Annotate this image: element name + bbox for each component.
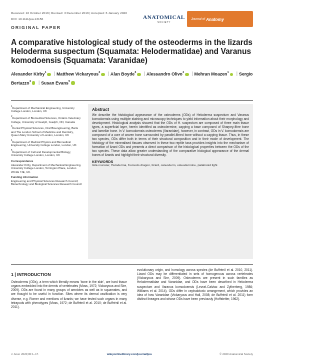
affiliation-entry [11, 160, 82, 174]
author-name[interactable]: Alan Boyde [110, 71, 135, 77]
author-separator: | [38, 80, 40, 86]
affiliation-entry [11, 140, 82, 148]
affiliation-label: Funding information [11, 175, 39, 180]
affiliation-number: 3 [11, 126, 13, 129]
author-affiliation-mark: 1 [44, 70, 47, 74]
orcid-icon[interactable] [230, 73, 234, 77]
orcid-icon[interactable] [71, 81, 75, 85]
keywords-heading: KEYWORDS [92, 159, 114, 164]
author-affiliation-mark: 1 [227, 70, 229, 74]
journal-banner [141, 9, 253, 29]
affiliation-text: Department of Cell and Developmental Biology, University College London, London, UK [11, 149, 72, 158]
footer-journal-link[interactable]: wileyonlinelibrary.com/journal/joa [106, 352, 152, 356]
header-divider [11, 100, 253, 101]
affiliation-text: Department of Medical Physics and Biomedical Engineering, University College London, London, UK [11, 139, 77, 148]
affiliation-entry [11, 126, 82, 137]
author-name[interactable]: Susan Evans [41, 80, 69, 86]
affiliation-text: Engineering and Physical Sciences Research Council; Biotechnology and Biological Sciences Research Council [11, 178, 82, 187]
author-separator: | [236, 71, 238, 77]
author-name[interactable]: Alessandro Olivo [146, 71, 183, 77]
affiliation-number: 1 [11, 106, 13, 108]
logo-main-text: ANATOMICAL [143, 14, 185, 21]
abstract-divider [11, 264, 253, 265]
author-name[interactable]: Alexander Kirby [11, 71, 45, 77]
affiliation-text: Dental Physical Sciences, Oral Bioengineering, Barts and The London School of Medicine and Dentistry, Queen Mary University of London, London, UK [11, 126, 79, 138]
author-separator: | [53, 71, 55, 77]
article-title: A comparative histological study of the osteoderms in the lizards Heloderma suspectum (Squamata: Helodermatidae) and Varanus komodoensis (Squamata: Varanidae) [11, 38, 253, 66]
footer-copyright: © 2020 Anatomical Society [219, 352, 253, 356]
author-name[interactable]: Matthew Vickaryous [56, 71, 99, 77]
affiliation-number: 5 [11, 149, 13, 152]
orcid-icon[interactable] [47, 73, 51, 77]
author-name[interactable]: Mehran Moazen [194, 71, 228, 77]
affiliations [11, 106, 82, 189]
author-affiliation-mark: 3 [134, 70, 137, 74]
abstract-box [88, 104, 253, 259]
logo-sub-text: SOCIETY [157, 20, 171, 24]
author-affiliation-mark: 5 [68, 78, 71, 83]
abstract-heading: Abstract [92, 107, 109, 112]
author-name[interactable]: Sergio Bertazzo [11, 71, 253, 86]
affiliation-number: 2 [11, 116, 13, 119]
abstract-body: We describe the histological appearance of the osteoderms (ODs) of Heloderma suspectum and Varanus komodoensis using multiple staining and microscopy techniques to yield information about their morphology and development. Histological analysis showed that the ODs of H. suspectum are composed of three main tissue types, a superficial layer, herein identified as osteodermine, capping a base composed of Sharpey-fibre bone and lamellar bone. In V. komodoensis osteoderms (Varanidae), however, in contrast, ODs in V. komodoensis are composed of a core of woven bone surrounded by parallel-fibred bone without a capping tissue. Thus, in these two species, ODs differ both in terms of their structural composition and in their mode of development. The histology of the mineralised tissues observed in these two reptile taxa provides insights into the mechanism of formation of lizard ODs and presents a direct comparison of the histological properties between the ODs of the two species. These data allow greater understanding of the comparative biological appearance of the dermal bones of lizards and highlight their structural diversity. [92, 113, 249, 158]
anatomical-society-logo [141, 15, 187, 24]
footer-citation: J. Anat. 2020;00:1–17. [11, 352, 39, 356]
author-list [11, 69, 253, 86]
affiliation-text: Department of Mechanical Engineering, University College London, London, UK [11, 105, 75, 114]
affiliation-entry [11, 116, 82, 124]
orcid-icon[interactable] [137, 73, 141, 77]
journal-of-anatomy-logo [187, 11, 253, 27]
journal-name-text: Anatomy [206, 16, 224, 22]
affiliation-label: Correspondence [11, 159, 34, 164]
affiliation-text: Department of Biomedical Sciences, Ontario Veterinary College, University of Guelph, Guelph, ON, Canada [11, 116, 81, 124]
article-type-label: ORIGINAL PAPER [11, 25, 62, 30]
affiliation-text: Alexander Kirby, Department of Mechanical Engineering, University College London, Torrington Place, London WC1E 7JE, UK. [11, 162, 82, 174]
introduction-column-right: evolutionary origin, and homology across species (de Buffrénil et al. 2010, 2011). Lizard ODs may be differentiated in sets of homogenous across vertebrates (Vickaryous and Sire, 2009). Osteoderms are present in such families as Helodermatidae and Varanidae, and ODs have been described in Heloderma suspectum and Varanus komodoensis (Levrat-Calviac and Zylberberg, 1986; Williams et al. 2014). ODs differ in cephalotoxic arrangement, which provides an idea of how Varanidae (Vickaryous and Hall, 2008; de Buffrénil et al. 2011) form distinct lineages and whose ODs have been previously (Hoffstetter, 1962). [137, 268, 253, 302]
page-footer [11, 352, 253, 356]
affiliation-entry [11, 150, 82, 158]
introduction-heading: 1 | INTRODUCTION [11, 272, 51, 277]
affiliation-entry [11, 176, 82, 187]
author-separator: | [143, 71, 145, 77]
affiliation-number: 4 [11, 139, 13, 142]
introduction-column-left: Osteoderms (ODs), a term which literally means 'bone in the skin', are hard tissue organs embedded into the dermis of vertebrates (Moss, 1972; Vickaryous and Sire, 2009). ODs are found in many groups of amniotes as well as in squamates, and are thought to be useful in function. Sites where its dermal ossification is very diverse, e.g. Romer and mentions of lizards; we have tested such organs in many tetrapods with phenotypes (Moss, 1972; de Buffrénil et al. 2010; de Buffrénil et al. 2011). [11, 280, 127, 309]
author-separator: | [107, 71, 109, 77]
article-dates: Received: 10 October 2019 | Revised: 3 December 2019 | Accepted: 6 January 2020 [11, 11, 127, 15]
orcid-icon[interactable] [101, 73, 105, 77]
affiliation-entry [11, 106, 82, 114]
author-separator: | [191, 71, 193, 77]
orcid-icon[interactable] [185, 73, 189, 77]
journal-of-text: Journal of [191, 17, 205, 21]
author-affiliation-mark: 4 [29, 78, 31, 83]
author-affiliation-mark: 2 [98, 70, 101, 74]
author-affiliation-mark: 4 [182, 70, 185, 74]
orcid-icon[interactable] [32, 81, 36, 85]
keywords-list: Gila monster, Heloderma, Komodo dragon, lizard, osteoderm, osteodermine, palatinoid light [92, 162, 218, 167]
article-doi[interactable]: DOI: 10.1111/joa.13156 [11, 17, 44, 21]
